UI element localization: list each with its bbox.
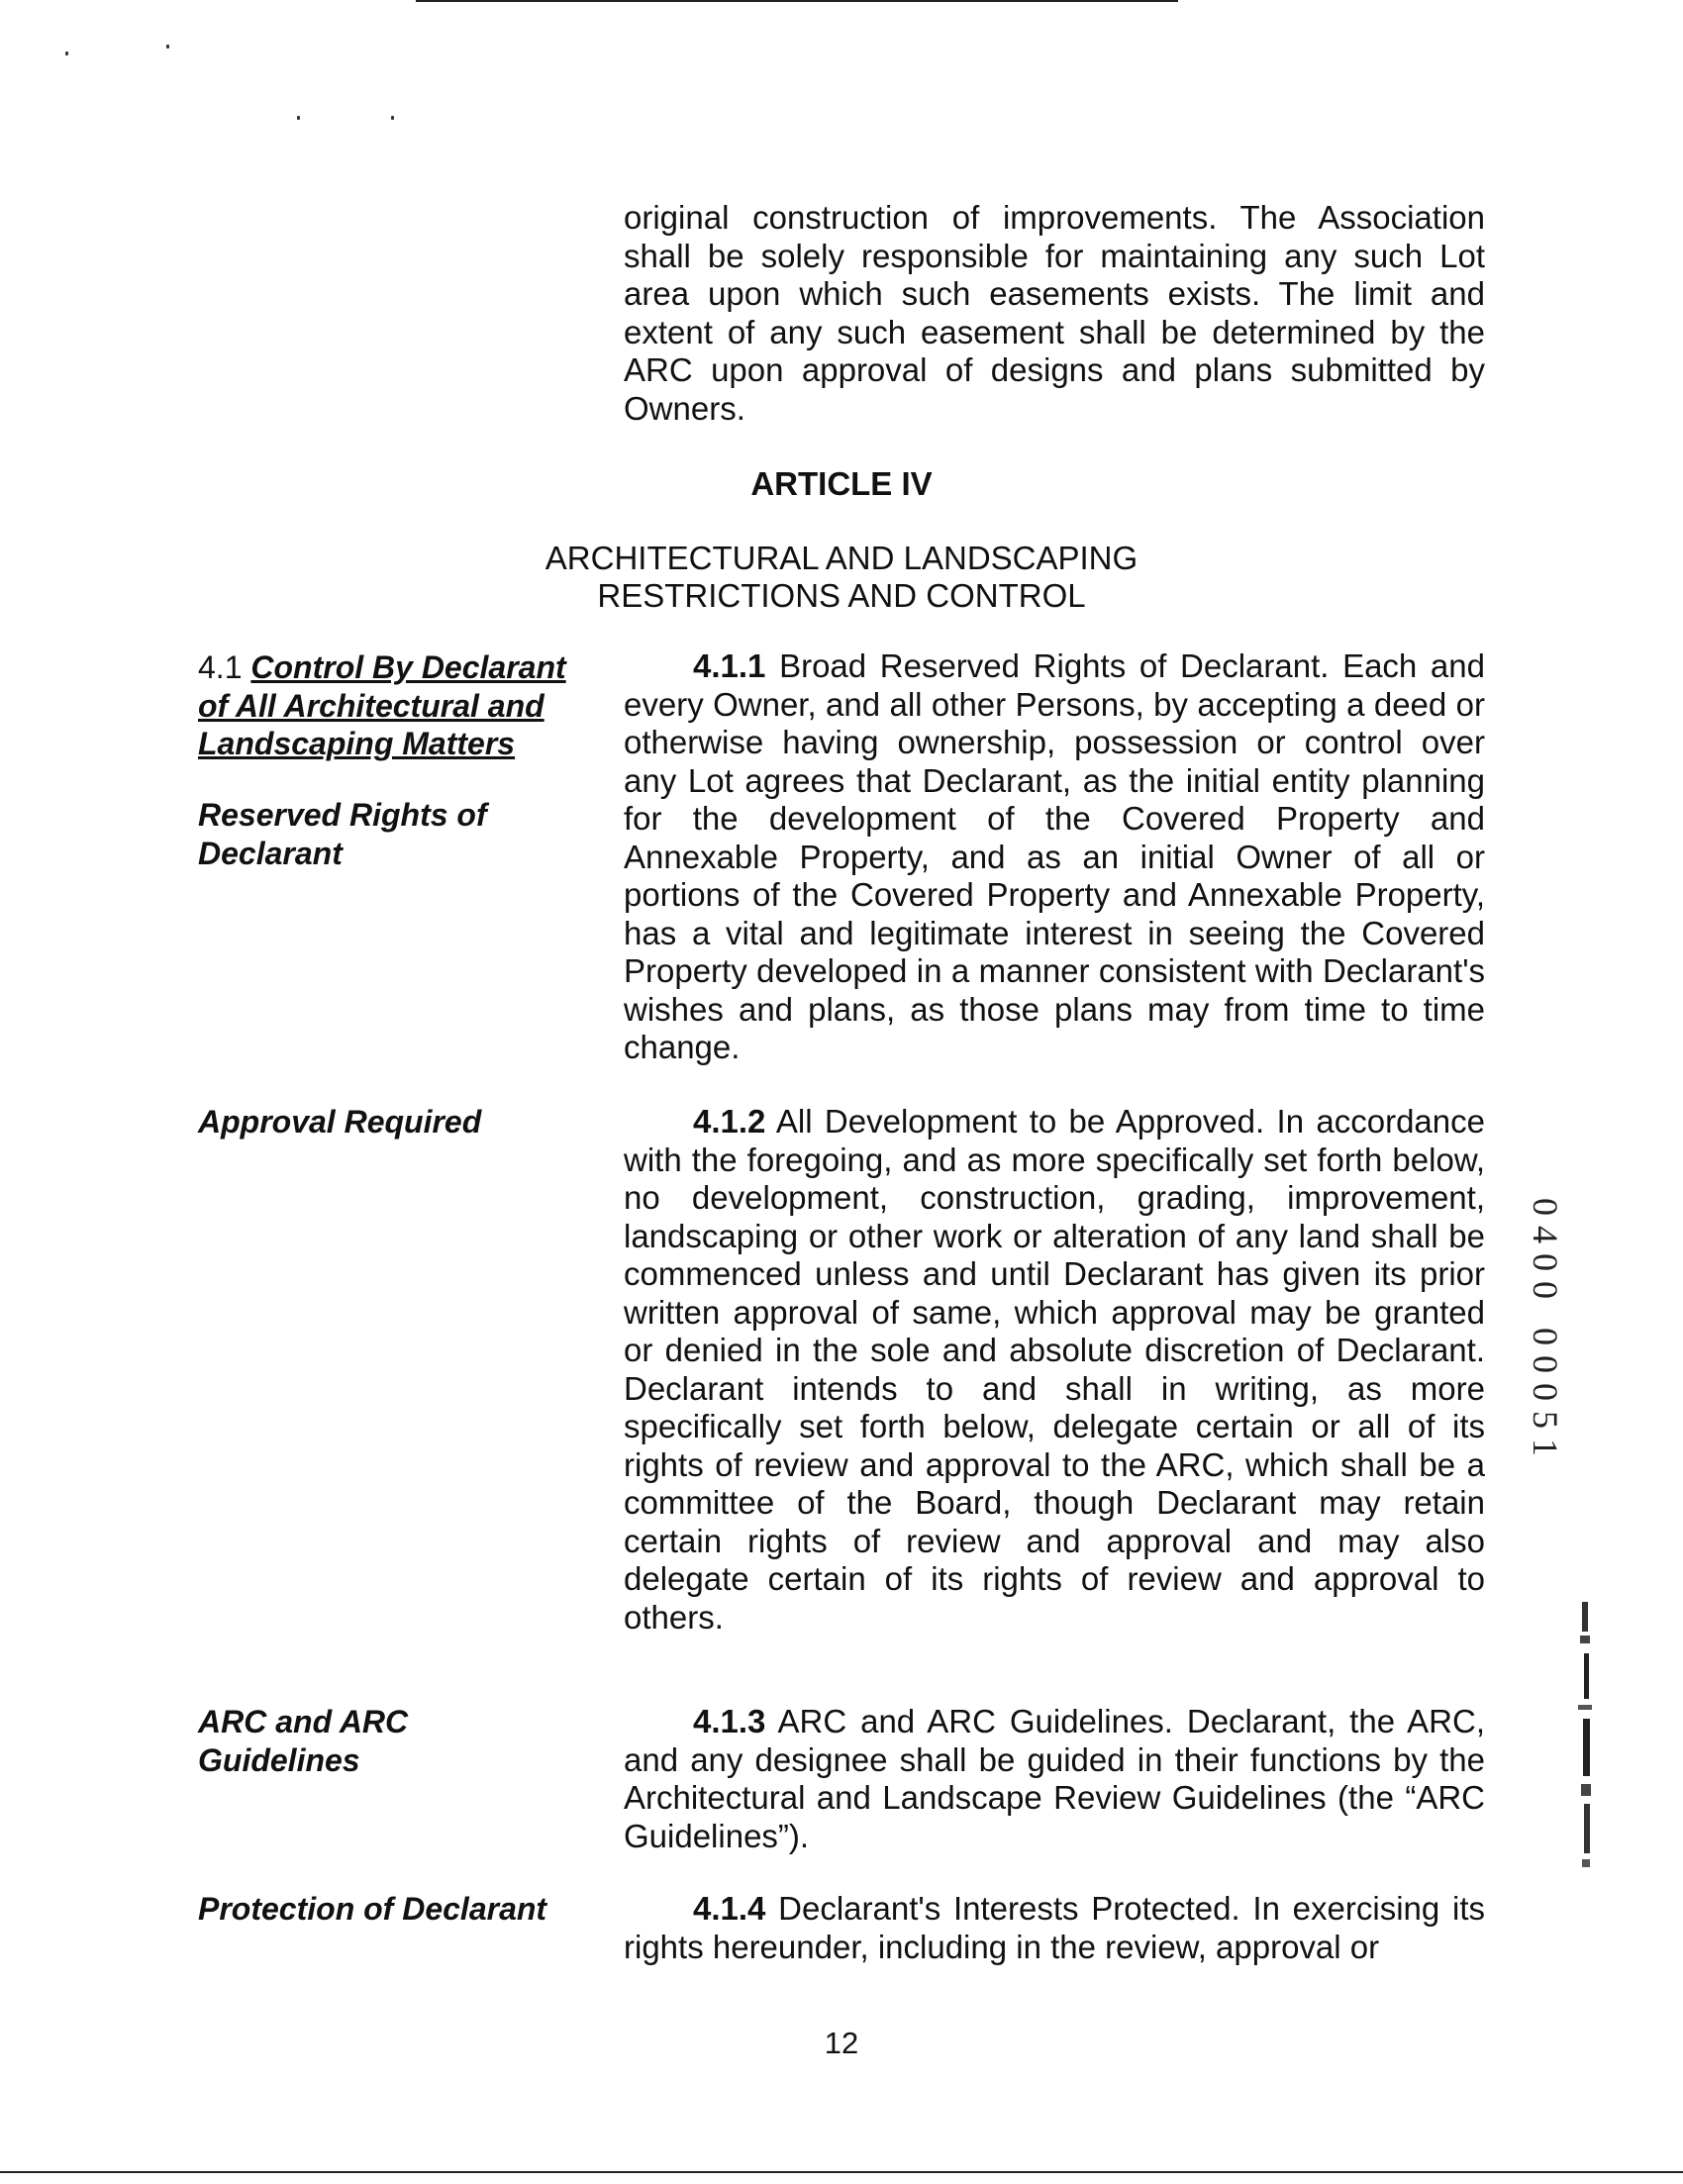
subsection-text: Declarant's Interests Protected. In exercising its rights hereunder, including in the review, approval or: [624, 1890, 1485, 1965]
subsection-4-1-4: [624, 1890, 1485, 1966]
page-number: 12: [824, 2026, 859, 2060]
subsection-text: Broad Reserved Rights of Declarant. Each and every Owner, and all other Persons, by accepting a deed or otherwise having ownership, possession or control over any Lot agrees that Declarant, as the initial entity planning for the development of the Covered Property and Annexable Property, and as an initial Owner of all or portions of the Covered Property and Annexable Property, has a vital and legitimate interest in seeing the Covered Property developed in a manner consistent with Declarant's wishes and plans, as those plans may from time to time change.: [624, 647, 1485, 1065]
bottom-scan-edge: [0, 2171, 1683, 2173]
subsection-number: 4.1.2: [693, 1103, 766, 1140]
scan-speck: [297, 116, 300, 120]
margin-note-approval-required: Approval Required: [198, 1104, 482, 1140]
section-title: Control By Declarant of All Architectural and Landscaping Matters: [198, 649, 566, 761]
continuation-paragraph: original construction of improvements. The Association shall be solely responsible for maintaining any such Lot area upon which such easements exists. The limit and extent of any such easement shall be determined by the ARC upon approval of designs and plans submitted by Owners.: [624, 199, 1485, 427]
recording-stamp: 0400 00051: [1526, 1198, 1565, 1466]
margin-note-reserved-rights: Reserved Rights of Declarant: [198, 797, 487, 871]
article-label: ARTICLE IV: [750, 465, 933, 502]
scan-speck: [65, 51, 68, 55]
subsection-number: 4.1.1: [693, 647, 766, 684]
section-number: 4.1: [198, 649, 243, 685]
margin-note-protection-of-declarant: Protection of Declarant: [198, 1891, 547, 1927]
scan-speck: [391, 116, 394, 120]
subsection-text: ARC and ARC Guidelines. Declarant, the ARC, and any designee shall be guided in their functions by the Architectural and Landscape Review Guidelines (the “ARC Guidelines”).: [624, 1703, 1485, 1854]
article-title-line-2: RESTRICTIONS AND CONTROL: [597, 577, 1086, 614]
subsection-number: 4.1.3: [693, 1703, 766, 1739]
section-heading: [198, 648, 594, 763]
subsection-number: 4.1.4: [693, 1890, 766, 1927]
subsection-4-1-1: [624, 647, 1485, 1067]
top-scan-edge: [416, 0, 1178, 2]
scan-artifact-mark: [1572, 1596, 1604, 1873]
article-title-line-1: ARCHITECTURAL AND LANDSCAPING: [544, 540, 1138, 576]
subsection-text: All Development to be Approved. In accordance with the foregoing, and as more specifically set forth below, no development, construction, grading, improvement, landscaping or other work or alteration of any land shall be commenced unless and until Declarant has given its prior written approval of same, which approval may be granted or denied in the sole and absolute discretion of Declarant. Declarant intends to and shall in writing, as more specifically set forth below, delegate certain or all of its rights of review and approval to the ARC, which shall be a committee of the Board, though Declarant may retain certain rights of review and approval and may also delegate certain of its rights of review and approval to others.: [624, 1103, 1485, 1636]
scan-speck: [166, 45, 169, 49]
subsection-4-1-2: [624, 1103, 1485, 1637]
subsection-4-1-3: [624, 1703, 1485, 1855]
margin-note-arc-guidelines: ARC and ARC Guidelines: [198, 1704, 409, 1778]
